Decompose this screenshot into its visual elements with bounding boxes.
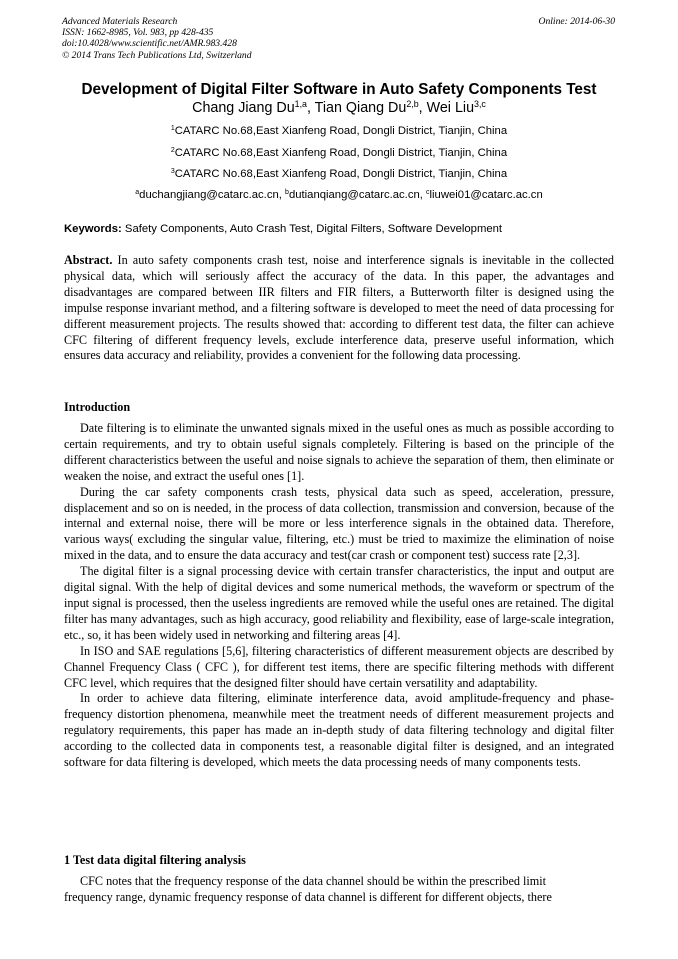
paragraph-line: CFC notes that the frequency response of the data channel should be within the prescribed limit — [80, 874, 547, 888]
email-link[interactable]: dutianqiang@catarc.ac.cn — [288, 189, 420, 201]
keywords-label: Keywords: — [64, 223, 122, 235]
author-list — [0, 99, 678, 117]
abstract — [64, 253, 614, 364]
affiliation-superscript: 1 — [170, 125, 175, 133]
affiliation-text: CATARC No.68,East Xianfeng Road, Dongli District, Tianjin, China — [174, 125, 508, 137]
email-separator: , — [278, 189, 286, 201]
author: Wei Liu — [426, 100, 475, 116]
author-separator: , — [306, 100, 315, 116]
journal-name: Advanced Materials Research — [62, 16, 178, 27]
email-separator: , — [419, 189, 427, 201]
author-superscript: 3,c — [474, 99, 486, 110]
affiliation-text: CATARC No.68,East Xianfeng Road, Dongli District, Tianjin, China — [174, 147, 508, 159]
section-1-body — [64, 874, 614, 906]
email-superscript: c — [426, 189, 430, 197]
journal-doi[interactable]: doi:10.4028/www.scientific.net/AMR.983.428 — [62, 38, 237, 50]
email-link[interactable]: liuwei01@catarc.ac.cn — [429, 189, 543, 201]
section-1-heading: 1 Test data digital filtering analysis — [64, 853, 246, 867]
paragraph: In order to achieve data filtering, eliminate interference data, avoid amplitude-frequency and phase-frequency distortion phenomena, meanwhile meet the treatment needs of different measurement projects and regulatory requirements, this paper has made an in-depth study of data filtering technology and digital filter according to the collected data in components test, a reasonable digital filter is designed, and an integrated software for data filtering is developed, which meets the data processing needs of many components tests. — [64, 691, 614, 770]
author-separator: , — [418, 100, 427, 116]
introduction-heading: Introduction — [64, 400, 131, 414]
author: Chang Jiang Du — [192, 100, 295, 116]
affiliation-3 — [0, 167, 678, 181]
author-superscript: 1,a — [294, 99, 307, 110]
author: Tian Qiang Du — [314, 100, 407, 116]
journal-issn: ISSN: 1662-8985, Vol. 983, pp 428-435 — [62, 27, 214, 39]
abstract-label: Abstract. — [64, 253, 113, 267]
email-link[interactable]: duchangjiang@catarc.ac.cn — [139, 189, 279, 201]
keywords-text: Safety Components, Auto Crash Test, Digital Filters, Software Development — [124, 223, 503, 235]
affiliation-2 — [0, 146, 678, 160]
journal-header — [62, 16, 252, 61]
author-superscript: 2,b — [406, 99, 419, 110]
email-superscript: b — [285, 189, 289, 197]
paragraph-line: frequency range, dynamic frequency response of data channel is different for different objects, there — [64, 889, 552, 904]
paper-title: Development of Digital Filter Software in Auto Safety Components Test — [81, 81, 597, 98]
paragraph: In ISO and SAE regulations [5,6], filtering characteristics of different measurement objects are described by Channel Frequency Class ( CFC ), for different test items, there are specific filtering methods with different CFC level, which requires that the designed filter should have certain versatility and adaptability. — [64, 643, 614, 690]
affiliation-superscript: 2 — [170, 147, 175, 155]
affiliation-1 — [0, 124, 678, 138]
paragraph: During the car safety components crash tests, physical data such as speed, acceleration, pressure, displacement and so on is needed, in the process of data collection, transmission and conversion, because of the internal and external noise, there will be more or less interference signals in the obtained data. Therefore, various ways( excluding the singular value, filtering, etc.) must be tried to maximize the elimination of noise mixed in the data, and to ensure the data accuracy and test(car crash or component test) success rate [2,3]. — [64, 484, 614, 563]
email-superscript: a — [135, 189, 140, 197]
online-date: Online: 2014-06-30 — [538, 16, 615, 27]
journal-copyright: © 2014 Trans Tech Publications Ltd, Switzerland — [62, 49, 252, 61]
paragraph: Date filtering is to eliminate the unwanted signals mixed in the useful ones as much as possible according to certain requirements, and try to obtain useful signals completely. Filtering is based on the principle of the different characteristics between the useful and noise signals to achieve the separation of them, then eliminate or weaken the noise, and extract the useful ones [1]. — [64, 421, 614, 483]
affiliation-superscript: 3 — [170, 168, 175, 176]
introduction-body — [64, 421, 614, 771]
keywords — [64, 222, 614, 236]
affiliation-text: CATARC No.68,East Xianfeng Road, Dongli District, Tianjin, China — [174, 168, 508, 180]
email-list — [0, 188, 678, 202]
paragraph: The digital filter is a signal processing device with certain transfer characteristics, the input and output are digital signal. With the help of digital devices and some numerical methods, the waveform or spectrum of the input signal is processed, then the useless ingredients are removed while the useful ones are retained. The digital filter has many advantages, such as high accuracy, good reliability and flexibility, ease of large-scale integration, etc., so, it has been widely used in networking and filtering areas [4]. — [64, 564, 614, 642]
abstract-text: In auto safety components crash test, noise and interference signals is inevitable in the collected physical data, which will seriously affect the accuracy of the data. In this paper, the advantages and disadvantages are compared between IIR filters and FIR filters, a Butterworth filter is designed using the impulse response invariant method, and a filtering software is developed to meet the need of data processing for different measurement projects. The results showed that: according to different test data, the filter can achieve CFC filtering of different frequency levels, exclude interference data, preserve useful information, which ensures data accuracy and reliability, provides a convenient for the following data processing. — [64, 253, 614, 363]
